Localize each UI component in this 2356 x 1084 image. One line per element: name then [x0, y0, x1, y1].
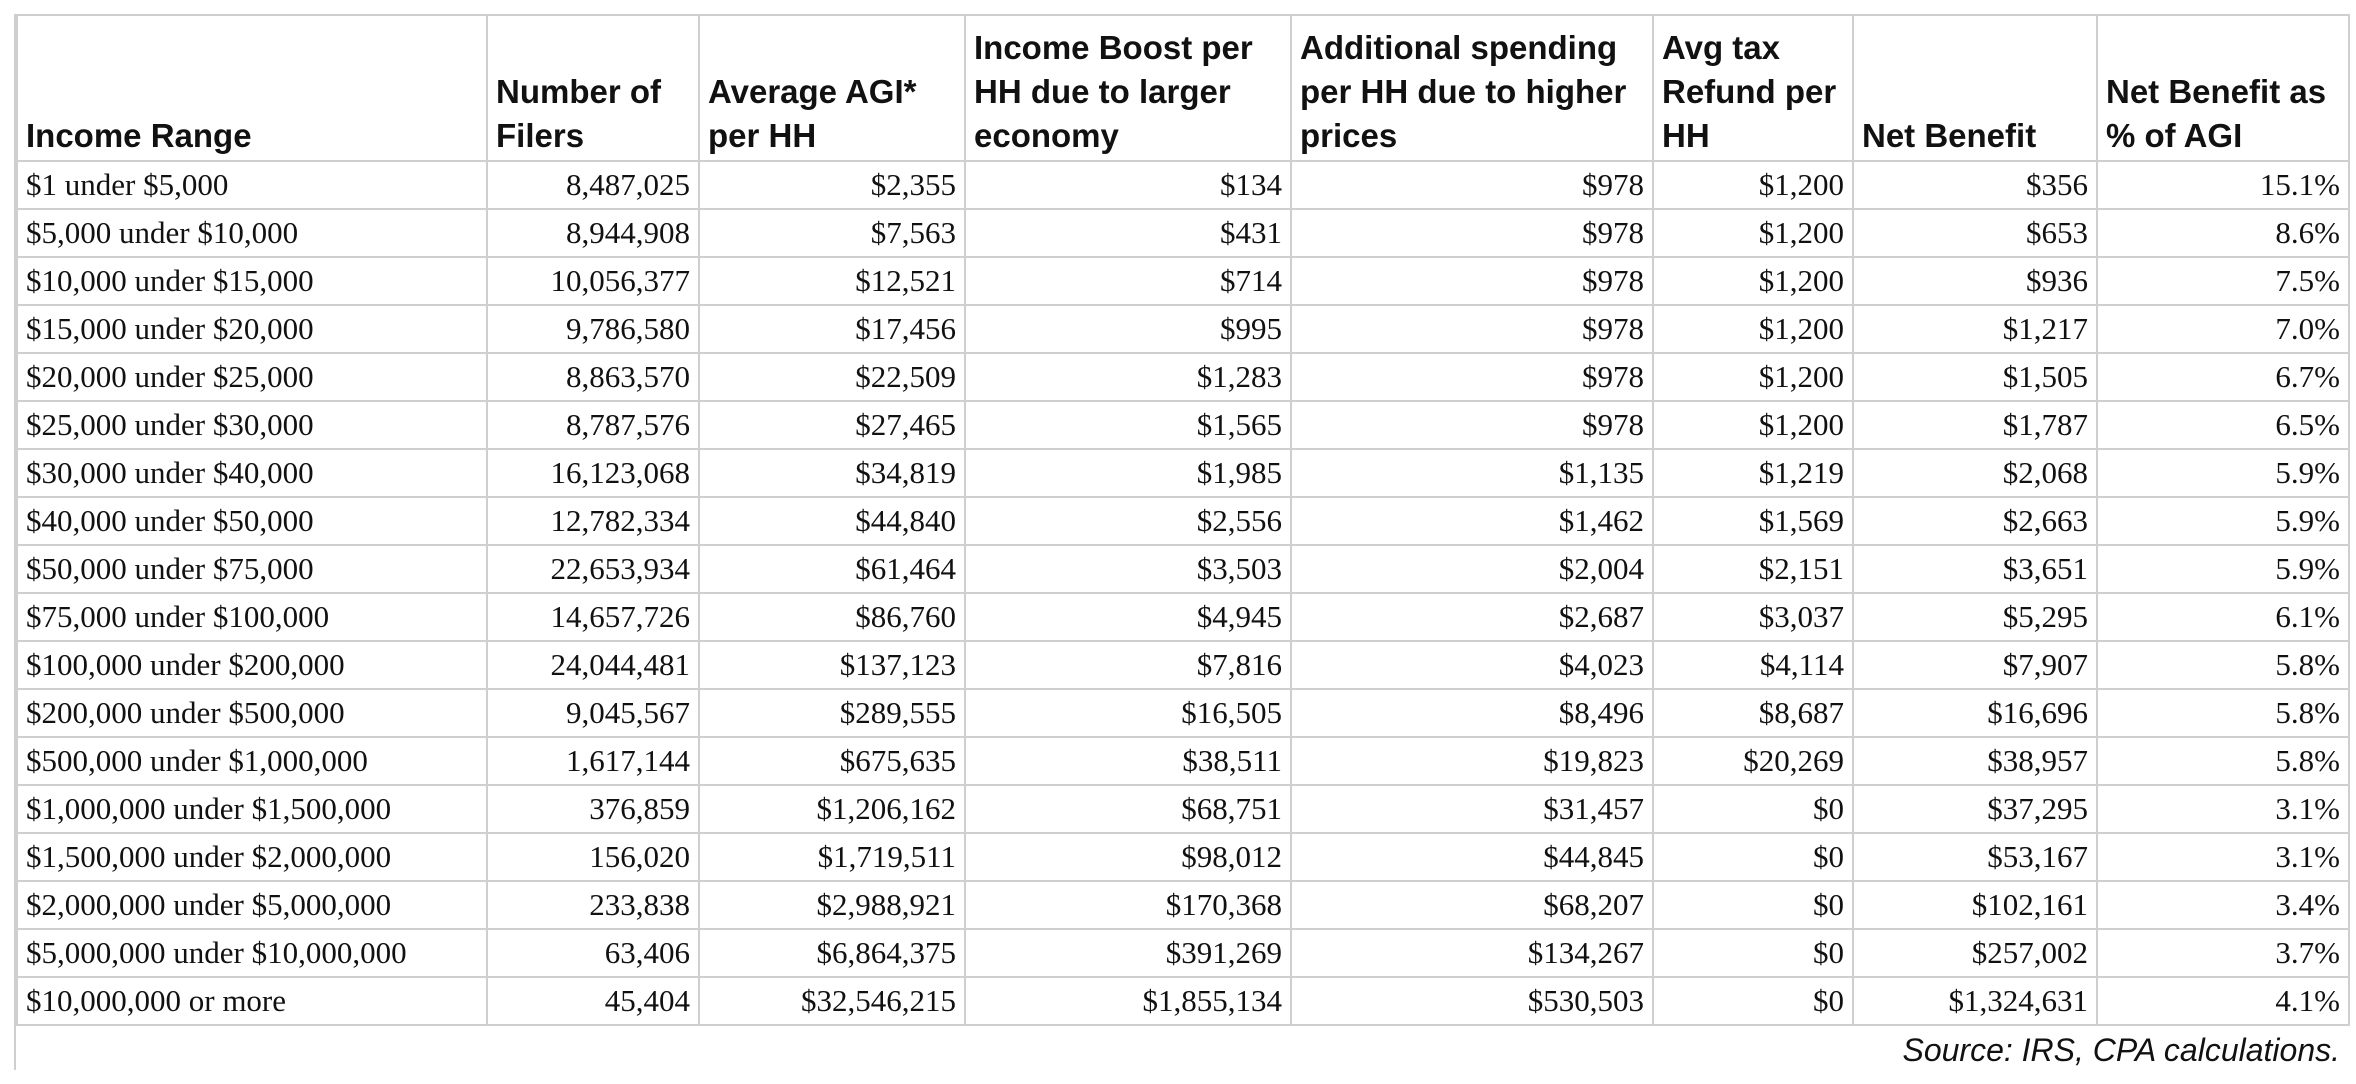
net-benefit-cell: $16,696: [1853, 689, 2097, 737]
spending-cell: $2,687: [1291, 593, 1653, 641]
net-benefit-cell: $37,295: [1853, 785, 2097, 833]
income-boost-cell: $1,283: [965, 353, 1291, 401]
tax-refund-cell: $3,037: [1653, 593, 1853, 641]
spending-cell: $978: [1291, 209, 1653, 257]
income-boost-cell: $38,511: [965, 737, 1291, 785]
filers-cell: 12,782,334: [487, 497, 699, 545]
net-benefit-pct-cell: 6.7%: [2097, 353, 2349, 401]
table-row: [17, 449, 2349, 497]
header-number-of-filers: Number of Filers: [487, 15, 699, 161]
tax-refund-cell: $0: [1653, 833, 1853, 881]
table-row: [17, 209, 2349, 257]
header-net-benefit: Net Benefit: [1853, 15, 2097, 161]
income-boost-cell: $995: [965, 305, 1291, 353]
filers-cell: 16,123,068: [487, 449, 699, 497]
net-benefit-pct-cell: 8.6%: [2097, 209, 2349, 257]
income-range-cell: $75,000 under $100,000: [17, 593, 487, 641]
net-benefit-pct-cell: 5.9%: [2097, 545, 2349, 593]
income-range-cell: $5,000 under $10,000: [17, 209, 487, 257]
income-range-cell: $5,000,000 under $10,000,000: [17, 929, 487, 977]
filers-cell: 14,657,726: [487, 593, 699, 641]
income-boost-cell: $714: [965, 257, 1291, 305]
tax-refund-cell: $1,200: [1653, 305, 1853, 353]
net-benefit-cell: $3,651: [1853, 545, 2097, 593]
avg-agi-cell: $86,760: [699, 593, 965, 641]
income-range-cell: $1,000,000 under $1,500,000: [17, 785, 487, 833]
net-benefit-pct-cell: 3.4%: [2097, 881, 2349, 929]
header-avg-tax-refund: Avg tax Refund per HH: [1653, 15, 1853, 161]
table-row: [17, 833, 2349, 881]
filers-cell: 9,045,567: [487, 689, 699, 737]
avg-agi-cell: $7,563: [699, 209, 965, 257]
spending-cell: $4,023: [1291, 641, 1653, 689]
net-benefit-pct-cell: 5.8%: [2097, 689, 2349, 737]
header-additional-spending: Additional spending per HH due to higher prices: [1291, 15, 1653, 161]
table-row: [17, 785, 2349, 833]
filers-cell: 1,617,144: [487, 737, 699, 785]
avg-agi-cell: $17,456: [699, 305, 965, 353]
table-row: [17, 353, 2349, 401]
net-benefit-cell: $1,324,631: [1853, 977, 2097, 1025]
avg-agi-cell: $44,840: [699, 497, 965, 545]
income-boost-cell: $134: [965, 161, 1291, 209]
net-benefit-cell: $102,161: [1853, 881, 2097, 929]
income-range-cell: $1 under $5,000: [17, 161, 487, 209]
income-boost-cell: $7,816: [965, 641, 1291, 689]
net-benefit-cell: $2,068: [1853, 449, 2097, 497]
net-benefit-pct-cell: 3.1%: [2097, 785, 2349, 833]
net-benefit-cell: $5,295: [1853, 593, 2097, 641]
tax-refund-cell: $1,200: [1653, 401, 1853, 449]
net-benefit-pct-cell: 3.7%: [2097, 929, 2349, 977]
table-header-row: [17, 15, 2349, 161]
tax-refund-cell: $4,114: [1653, 641, 1853, 689]
filers-cell: 63,406: [487, 929, 699, 977]
avg-agi-cell: $22,509: [699, 353, 965, 401]
net-benefit-pct-cell: 6.1%: [2097, 593, 2349, 641]
tax-refund-cell: $0: [1653, 785, 1853, 833]
spending-cell: $134,267: [1291, 929, 1653, 977]
filers-cell: 8,487,025: [487, 161, 699, 209]
table-row: [17, 497, 2349, 545]
filers-cell: 376,859: [487, 785, 699, 833]
filers-cell: 156,020: [487, 833, 699, 881]
net-benefit-cell: $38,957: [1853, 737, 2097, 785]
spending-cell: $8,496: [1291, 689, 1653, 737]
avg-agi-cell: $1,206,162: [699, 785, 965, 833]
header-income-range: Income Range: [17, 15, 487, 161]
tax-refund-cell: $1,569: [1653, 497, 1853, 545]
table-row: [17, 161, 2349, 209]
avg-agi-cell: $675,635: [699, 737, 965, 785]
avg-agi-cell: $2,988,921: [699, 881, 965, 929]
spending-cell: $530,503: [1291, 977, 1653, 1025]
table-row: [17, 881, 2349, 929]
income-boost-cell: $1,565: [965, 401, 1291, 449]
income-boost-cell: $68,751: [965, 785, 1291, 833]
avg-agi-cell: $27,465: [699, 401, 965, 449]
income-range-cell: $40,000 under $50,000: [17, 497, 487, 545]
avg-agi-cell: $289,555: [699, 689, 965, 737]
net-benefit-cell: $1,217: [1853, 305, 2097, 353]
income-benefit-table: [16, 14, 2350, 1026]
table-row: [17, 545, 2349, 593]
filers-cell: 8,863,570: [487, 353, 699, 401]
table-row: [17, 689, 2349, 737]
table-row: [17, 401, 2349, 449]
avg-agi-cell: $1,719,511: [699, 833, 965, 881]
net-benefit-cell: $2,663: [1853, 497, 2097, 545]
avg-agi-cell: $61,464: [699, 545, 965, 593]
net-benefit-cell: $53,167: [1853, 833, 2097, 881]
spending-cell: $978: [1291, 305, 1653, 353]
table-body: [17, 161, 2349, 1025]
spending-cell: $2,004: [1291, 545, 1653, 593]
tax-refund-cell: $1,200: [1653, 257, 1853, 305]
income-boost-cell: $2,556: [965, 497, 1291, 545]
net-benefit-cell: $1,787: [1853, 401, 2097, 449]
spending-cell: $978: [1291, 353, 1653, 401]
spending-cell: $978: [1291, 401, 1653, 449]
income-boost-cell: $3,503: [965, 545, 1291, 593]
income-boost-cell: $431: [965, 209, 1291, 257]
net-benefit-pct-cell: 7.5%: [2097, 257, 2349, 305]
filers-cell: 8,787,576: [487, 401, 699, 449]
source-note: Source: IRS, CPA calculations.: [1902, 1032, 2340, 1068]
income-range-cell: $10,000,000 or more: [17, 977, 487, 1025]
income-range-cell: $200,000 under $500,000: [17, 689, 487, 737]
header-net-benefit-pct: Net Benefit as % of AGI: [2097, 15, 2349, 161]
net-benefit-pct-cell: 15.1%: [2097, 161, 2349, 209]
table-row: [17, 929, 2349, 977]
net-benefit-pct-cell: 7.0%: [2097, 305, 2349, 353]
tax-refund-cell: $1,200: [1653, 161, 1853, 209]
net-benefit-pct-cell: 5.9%: [2097, 497, 2349, 545]
table-row: [17, 977, 2349, 1025]
table-row: [17, 593, 2349, 641]
net-benefit-cell: $257,002: [1853, 929, 2097, 977]
avg-agi-cell: $2,355: [699, 161, 965, 209]
income-range-cell: $50,000 under $75,000: [17, 545, 487, 593]
avg-agi-cell: $32,546,215: [699, 977, 965, 1025]
tax-refund-cell: $2,151: [1653, 545, 1853, 593]
spending-cell: $1,135: [1291, 449, 1653, 497]
net-benefit-cell: $936: [1853, 257, 2097, 305]
income-range-cell: $500,000 under $1,000,000: [17, 737, 487, 785]
income-boost-cell: $170,368: [965, 881, 1291, 929]
filers-cell: 9,786,580: [487, 305, 699, 353]
avg-agi-cell: $34,819: [699, 449, 965, 497]
tax-refund-cell: $0: [1653, 977, 1853, 1025]
net-benefit-pct-cell: 3.1%: [2097, 833, 2349, 881]
income-range-cell: $100,000 under $200,000: [17, 641, 487, 689]
spending-cell: $44,845: [1291, 833, 1653, 881]
income-range-cell: $2,000,000 under $5,000,000: [17, 881, 487, 929]
tax-refund-cell: $0: [1653, 929, 1853, 977]
header-income-boost: Income Boost per HH due to larger economy: [965, 15, 1291, 161]
header-average-agi: Average AGI* per HH: [699, 15, 965, 161]
spending-cell: $19,823: [1291, 737, 1653, 785]
income-range-cell: $20,000 under $25,000: [17, 353, 487, 401]
spending-cell: $978: [1291, 161, 1653, 209]
avg-agi-cell: $137,123: [699, 641, 965, 689]
tax-refund-cell: $1,200: [1653, 209, 1853, 257]
income-boost-cell: $4,945: [965, 593, 1291, 641]
net-benefit-pct-cell: 5.8%: [2097, 737, 2349, 785]
net-benefit-cell: $7,907: [1853, 641, 2097, 689]
filers-cell: 233,838: [487, 881, 699, 929]
tax-refund-cell: $1,200: [1653, 353, 1853, 401]
filers-cell: 10,056,377: [487, 257, 699, 305]
tax-refund-cell: $1,219: [1653, 449, 1853, 497]
spending-cell: $68,207: [1291, 881, 1653, 929]
income-boost-cell: $16,505: [965, 689, 1291, 737]
net-benefit-pct-cell: 4.1%: [2097, 977, 2349, 1025]
tax-refund-cell: $20,269: [1653, 737, 1853, 785]
net-benefit-pct-cell: 5.8%: [2097, 641, 2349, 689]
spending-cell: $978: [1291, 257, 1653, 305]
net-benefit-pct-cell: 6.5%: [2097, 401, 2349, 449]
filers-cell: 45,404: [487, 977, 699, 1025]
net-benefit-pct-cell: 5.9%: [2097, 449, 2349, 497]
net-benefit-cell: $653: [1853, 209, 2097, 257]
spreadsheet: [14, 14, 2348, 1070]
income-range-cell: $15,000 under $20,000: [17, 305, 487, 353]
avg-agi-cell: $12,521: [699, 257, 965, 305]
income-range-cell: $10,000 under $15,000: [17, 257, 487, 305]
income-boost-cell: $98,012: [965, 833, 1291, 881]
net-benefit-cell: $356: [1853, 161, 2097, 209]
filers-cell: 8,944,908: [487, 209, 699, 257]
avg-agi-cell: $6,864,375: [699, 929, 965, 977]
filers-cell: 24,044,481: [487, 641, 699, 689]
tax-refund-cell: $0: [1653, 881, 1853, 929]
spending-cell: $1,462: [1291, 497, 1653, 545]
net-benefit-cell: $1,505: [1853, 353, 2097, 401]
income-boost-cell: $1,855,134: [965, 977, 1291, 1025]
table-row: [17, 257, 2349, 305]
income-boost-cell: $391,269: [965, 929, 1291, 977]
filers-cell: 22,653,934: [487, 545, 699, 593]
table-row: [17, 305, 2349, 353]
income-range-cell: $1,500,000 under $2,000,000: [17, 833, 487, 881]
table-row: [17, 737, 2349, 785]
income-range-cell: $30,000 under $40,000: [17, 449, 487, 497]
income-boost-cell: $1,985: [965, 449, 1291, 497]
income-range-cell: $25,000 under $30,000: [17, 401, 487, 449]
spending-cell: $31,457: [1291, 785, 1653, 833]
table-row: [17, 641, 2349, 689]
tax-refund-cell: $8,687: [1653, 689, 1853, 737]
